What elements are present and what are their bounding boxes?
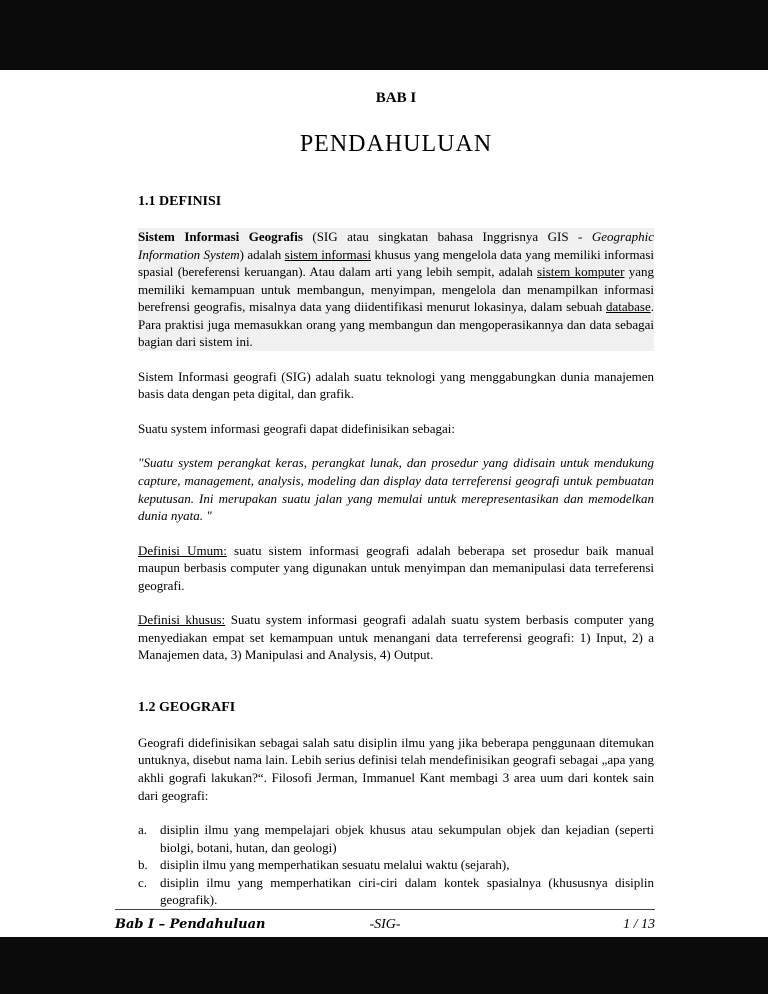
text-run: Geografi didefinisikan sebagai salah satu disiplin ilmu yang jika beberapa penggunaan ditemukan untuknya, disebut nama lain. Lebih serius definisi telah mendefinisikan geografi sebagai „apa yang akhli gografi lakukan?“. Filosofi Jerman, Immanuel Kant membagi 3 area uum dari kontek sain dari geografi: [138,734,654,803]
list-item-text: disiplin ilmu yang mempelajari objek khusus atau sekumpulan objek dan kejadian (seperti biolgi, botani, hutan, dan geologi) [160,822,654,855]
section-heading: 1.2 GEOGRAFI [138,699,236,715]
section-heading: 1.1 DEFINISI [138,194,222,209]
text-run: khusus yang mengelola data yang memiliki informasi spasial (bereferensi keruangan). Atau dalam arti yang lebih sempit, adalah [138,246,654,280]
list-item-text: disiplin ilmu yang memperhatikan ciri-ciri dalam kontek spasialnya (khususnya disiplin geografik). [160,874,654,908]
list-item-text: disiplin ilmu yang memperhatikan sesuatu melalui waktu (sejarah), [160,857,510,873]
text-run: database [605,299,651,315]
list-item-marker: b. [138,857,148,873]
text-run: Geographic Information System [138,229,654,262]
paragraph [138,228,654,351]
footer-chapter-text: Bab I – Pendahuluan [115,916,266,932]
text-run: sistem informasi [284,246,372,262]
text-run: Suatu system informasi geografi dapat didefinisikan sebagai: [138,420,455,436]
document-content [138,84,654,909]
paragraph [138,420,654,438]
list-item [138,874,654,909]
footer-page-number: 1 / 13 [623,916,655,932]
top-letterbox-bar [0,0,768,70]
text-run: ) adalah [239,246,285,262]
text-run: suatu sistem informasi geografi adalah beberapa set prosedur baik manual maupun berbasis computer yang digunakan untuk menyimpan dan memanipulasi data terreferensi geografi. [138,542,655,593]
text-run: . Para praktisi juga memasukkan orang yang membangun dan mengoperasikannya dan data sebagai bagian dari sistem ini. [138,299,654,350]
text-run: Sistem Informasi Geografis [138,229,313,244]
page-title: PENDAHULUAN [299,131,493,157]
paragraph [138,368,654,403]
paragraph [138,734,654,804]
text-run: sistem komputer [537,264,625,280]
bottom-letterbox-bar [0,937,768,994]
document-blocks [138,194,654,909]
text-run: Definisi khusus: [138,612,226,628]
text-run: (SIG atau singkatan bahasa Inggrisnya GIS - [312,229,592,244]
document-page [0,70,768,937]
text-run: Suatu system informasi geografi adalah suatu system berbasis computer yang menyediakan empat set kemampuan untuk menangani data terreferensi geografi: 1) Input, 2) a Manajemen data, 3) Manipulasi and Analysis, 4) Output. [138,612,654,663]
paragraph [138,611,654,664]
paragraph [138,542,654,595]
text-run: Definisi Umum: [138,542,227,558]
paragraph [138,454,654,524]
chapter-label: BAB I [375,90,417,106]
list-item-marker: a. [138,822,148,838]
list-item-marker: c. [138,874,148,890]
list-item [138,821,654,856]
text-run: Sistem Informasi geografi (SIG) adalah suatu teknologi yang menggabungkan dunia manajemen basis data dengan peta digital, dan grafik. [138,368,654,402]
page-footer [115,909,655,933]
footer-doc-label: -SIG- [369,916,401,932]
list-item [138,856,654,874]
text-run: yang memiliki kemampuan untuk membangun, menyimpan, mengelola dan menampilkan informasi berefrensi geografis, misalnya data yang diidentifikasi menurut lokasinya, dalam sebuah [138,264,654,315]
text-run: "Suatu system perangkat keras, perangkat lunak, dan prosedur yang didisain untuk mendukung capture, management, analysis, modeling dan display data terreferensi geografi untuk pembuatan keputusan. Ini merupakan suatu jalan yang memulai untuk merepresentasikan dan memodelkan dunia nyata. " [138,455,654,524]
